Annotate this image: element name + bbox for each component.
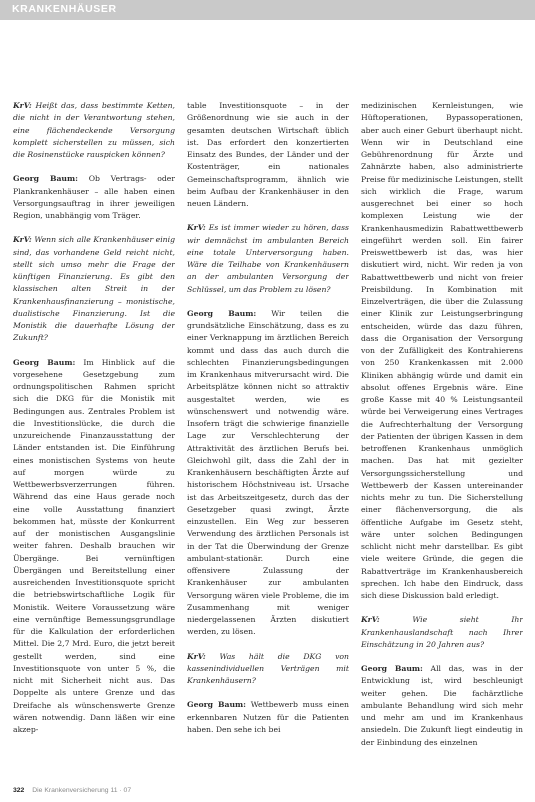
text-column-1 (13, 100, 175, 780)
speaker-label: KrV: (13, 235, 32, 245)
section-header-bar (0, 0, 535, 20)
speaker-label: Georg Baum: (361, 664, 423, 673)
interview-answer (187, 699, 349, 736)
text-column-2 (187, 100, 349, 780)
paragraph-text: Wenn sich alle Krankenhäuser einig sind, das vorhandene Geld reicht nicht, stellt sich umso mehr die Frage der künftigen Finanzierung. Es gibt den klassischen alten Streit in der Krankenhausfinanzierung – monistische, dualistische Finanzierung. Ist die Monistik die dauerhafte Lösung der Zukunft? (13, 235, 175, 343)
text-column-3 (361, 100, 523, 780)
speaker-label: Georg Baum: (13, 357, 76, 367)
magazine-name: Die Krankenversicherung 11 · 07 (32, 787, 132, 794)
page-footer (13, 787, 131, 794)
speaker-label: Georg Baum: (13, 174, 78, 184)
interview-question (187, 222, 349, 296)
interview-question (187, 651, 349, 688)
speaker-label: KrV: (187, 223, 206, 233)
interview-answer (187, 308, 349, 639)
interview-answer (361, 100, 523, 602)
speaker-label: Georg Baum: (187, 308, 257, 318)
paragraph-text: Ob Vertrags- oder Plankrankenhäuser – alle haben einen Versorgungsauftrag in ihrer jeweiligen Region, unabhängig vom Träger. (13, 174, 175, 220)
paragraph-text: Wie sieht Ihr Krankenhauslandschaft nach Ihrer Einschätzung in 20 Jahren aus? (361, 615, 523, 649)
interview-answer (13, 357, 175, 737)
speaker-label: KrV: (187, 651, 206, 661)
interview-answer (13, 173, 175, 222)
paragraph-text: Wir teilen die grundsätzliche Einschätzung, dass es zu einer Verknappung im ärztlichen Bereich kommt und dass das auch durch die schlechten Finanzierungsbedingungen im Krankenhaus mitverursacht wird. Die Arbeitsplätze können nicht so attraktiv ausgestaltet werden, wie es wünschenswert und notwendig wäre. Insofern trägt die schwierige finanzielle Lage zur Verschlechterung der Attraktivität des ärztlichen Berufs bei. Gleichwohl gilt, dass die Zahl der in Krankenhäusern beschäftigten Ärzte auf historischem Höchstniveau ist. Ursache ist das Arbeitszeitgesetz, durch das der Gesetzgeber quasi zwingt, Ärzte einzustellen. Ein Weg zur besseren Verwendung des ärztlichen Personals ist in der Tat die Überwindung der Grenze ambulant-stationär. Durch eine offensivere Zulassung der Krankenhäuser zur ambulanten Versorgung wären viele Probleme, die im Zusammenhang mit weniger niedergelassenen Ärzten diskutiert werden, zu lösen. (187, 308, 349, 637)
interview-answer (187, 100, 349, 210)
page-number: 322 (13, 787, 25, 794)
paragraph-text: Heißt das, dass bestimmte Ketten, die nicht in der Verantwortung stehen, eine flächendeckende Versorgung komplett sicherstellen zu müssen, sich die Rosinenstücke rauspicken können? (13, 101, 175, 159)
interview-question (361, 614, 523, 651)
interview-question (13, 100, 175, 161)
paragraph-text: All das, was in der Entwicklung ist, wird beschleunigt weiter gehen. Die fachärztliche ambulante Behandlung wird sich mehr und mehr am und im Krankenhaus ansiedeln. Die Zukunft liegt eindeutig in der Einbindung des einzelnen (361, 664, 523, 747)
paragraph-text: Es ist immer wieder zu hören, dass wir demnächst im ambulanten Bereich eine totale Unterversorgung haben. Wäre die Teilhabe von Krankenhäusern an der ambulanten Versorgung der Schlüssel, um das Problem zu lösen? (187, 223, 349, 294)
article-body (13, 100, 527, 780)
paragraph-text: medizinischen Kernleistungen, wie Hüftoperationen, Bypassoperationen, aber auch einer Geburt überhaupt nicht. Wenn wir in Deutschland eine Gebührenordnung für Ärzte und Zahnärzte haben, also administrierte Preise für medizinische Leistungen, stellt sich wirklich die Frage, warum ausgerechnet bei einer so hoch komplexen Leistung wie der Krankenhausmedizin Rabattwettbewerb eingeführt werden soll. Ein fairer Preiswettbewerb ist das, was hier diskutiert wird, nicht. Wir reden ja von Rabattwettbewerb und nicht von freier Preisbildung. In Kombination mit Einzelverträgen, die über die Zulassung einer Klinik zur Leistungserbringung entscheiden, würde das dazu führen, dass die Organisation der Versorgung von der Zufälligkeit des Kontrahierens von 250 Krankenkassen mit 2.000 Kliniken abhängig würde und damit ein absolut offenes Ergebnis wäre. Eine große Kasse mit 40 % Leistungsanteil würde bei Verweigerung eines Vertrages die Aufrechterhaltung der Versorgung der Patienten der übrigen Kassen in dem betroffenen Krankenhaus unmöglich machen. Das hat mit gezielter Versorgungssicherstellung und Wettbewerb der Kassen untereinander nichts mehr zu tun. Die Sicherstellung einer flächenversorgung, die als öffentliche Aufgabe im Gesetz steht, wäre unter solchen Bedingungen schlicht nicht mehr darstellbar. Es gibt viele weitere Gründe, die gegen die Rabattverträge im Krankenhausbereich sprechen. Ich habe den Eindruck, dass sich diese Diskussion bald erledigt. (361, 101, 523, 600)
section-label: KRANKENHÄUSER (12, 3, 117, 15)
paragraph-text: Was hält die DKG von kassenindividuellen Verträgen mit Krankenhäusern? (187, 651, 349, 685)
paragraph-text: table Investitionsquote – in der Größenordnung wie sie auch in der gesamten deutschen Wirtschaft üblich ist. Das erfordert den konzertierten Einsatz des Bundes, der Länder und der Kostenträger, ein nationales Gemeinschaftsprogramm, ähnlich wie beim Aufbau der Krankenhäuser in den neuen Ländern. (187, 101, 349, 208)
paragraph-text: Wettbewerb muss einen erkennbaren Nutzen für die Patienten haben. Den sehe ich bei (187, 700, 349, 734)
speaker-label: KrV: (13, 101, 32, 110)
speaker-label: Georg Baum: (187, 700, 247, 710)
paragraph-text: Im Hinblick auf die vorgesehene Gesetzgebung zum ordnungspolitischen Rahmen spricht sich die DKG für die Monistik mit Bedingungen aus. Zentrales Problem ist die Investitionslücke, die durch die unzureichende Finanzausstattung der Länder entstanden ist. Die Einführung eines monistischen Systems von heute auf morgen würde zu Wettbewerbsverzerrungen führen. Während das eine Haus gerade noch eine volle Ausstattung finanziert bekommen hat, müsste der Konkurrent auf der monistischen Ausgangslinie weiter fahren. Deshalb brauchen wir Übergänge. Bei vernünftigen Übergängen und Bereitstellung einer ausreichenden Investitionsquote spricht die betriebswirtschaftliche Logik für Monistik. Weitere Voraussetzung wäre eine vernünftige Bemessungsgrundlage für die Kalkulation der erforderlichen Mittel. Die 2,7 Mrd. Euro, die jetzt bereit gestellt werden, sind eine Investitionsquote von unter 5 %, die nicht mit Sicherheit nicht aus. Das Doppelte als untere Grenze und das Dreifache als wünschenswerte Grenze wären notwendig. Dann läßen wir eine akzep- (13, 357, 175, 734)
interview-question (13, 234, 175, 344)
speaker-label: KrV: (361, 615, 380, 625)
interview-answer (361, 663, 523, 749)
